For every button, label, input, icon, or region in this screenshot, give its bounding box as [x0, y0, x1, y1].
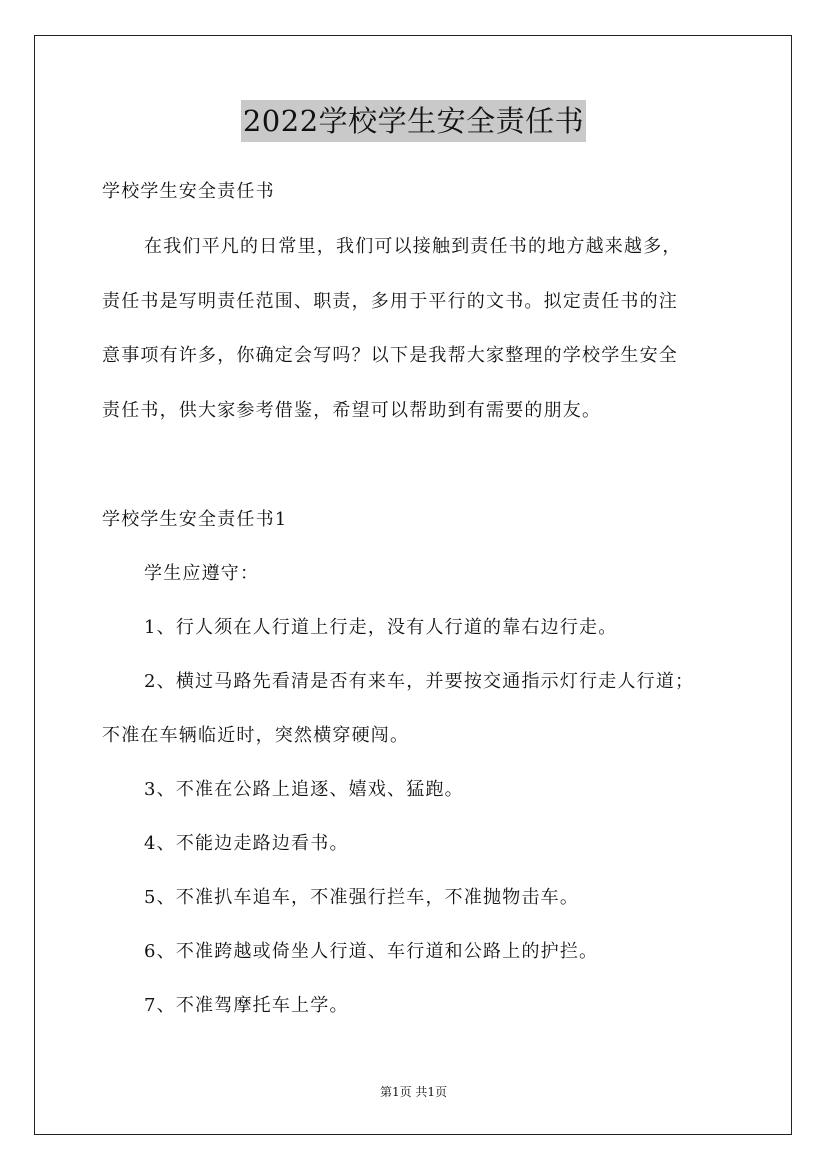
subtitle: 学校学生安全责任书 — [102, 181, 275, 202]
rule-line-6: 6、不准跨越或倚坐人行道、车行道和公路上的护拦。 — [144, 941, 599, 962]
intro-line-2: 责任书是写明责任范围、职责，多用于平行的文书。拟定责任书的注 — [102, 291, 678, 312]
rule-line-3: 3、不准在公路上追逐、嬉戏、猛跑。 — [144, 779, 464, 800]
rule-line-7: 7、不准驾摩托车上学。 — [144, 995, 349, 1016]
intro-line-4: 责任书，供大家参考借鉴，希望可以帮助到有需要的朋友。 — [102, 400, 602, 421]
rule-line-1: 1、行人须在人行道上行走，没有人行道的靠右边行走。 — [144, 617, 618, 638]
section-heading: 学校学生安全责任书1 — [102, 509, 288, 530]
title-container — [0, 100, 827, 142]
intro-line-3: 意事项有许多，你确定会写吗？以下是我帮大家整理的学校学生安全 — [102, 345, 678, 366]
rule-line-2-continued: 不准在车辆临近时，突然横穿硬闯。 — [102, 725, 410, 746]
intro-line-1: 在我们平凡的日常里，我们可以接触到责任书的地方越来越多， — [144, 236, 682, 257]
page-footer: 第1页 共1页 — [379, 1085, 448, 1099]
document-title: 2022学校学生安全责任书 — [241, 100, 586, 142]
rule-line-5: 5、不准扒车追车，不准强行拦车，不准抛物击车。 — [144, 887, 580, 908]
rules-intro: 学生应遵守： — [144, 563, 260, 584]
rule-line-2: 2、横过马路先看清是否有来车，并要按交通指示灯行走人行道； — [144, 671, 695, 692]
rule-line-4: 4、不能边走路边看书。 — [144, 833, 349, 854]
